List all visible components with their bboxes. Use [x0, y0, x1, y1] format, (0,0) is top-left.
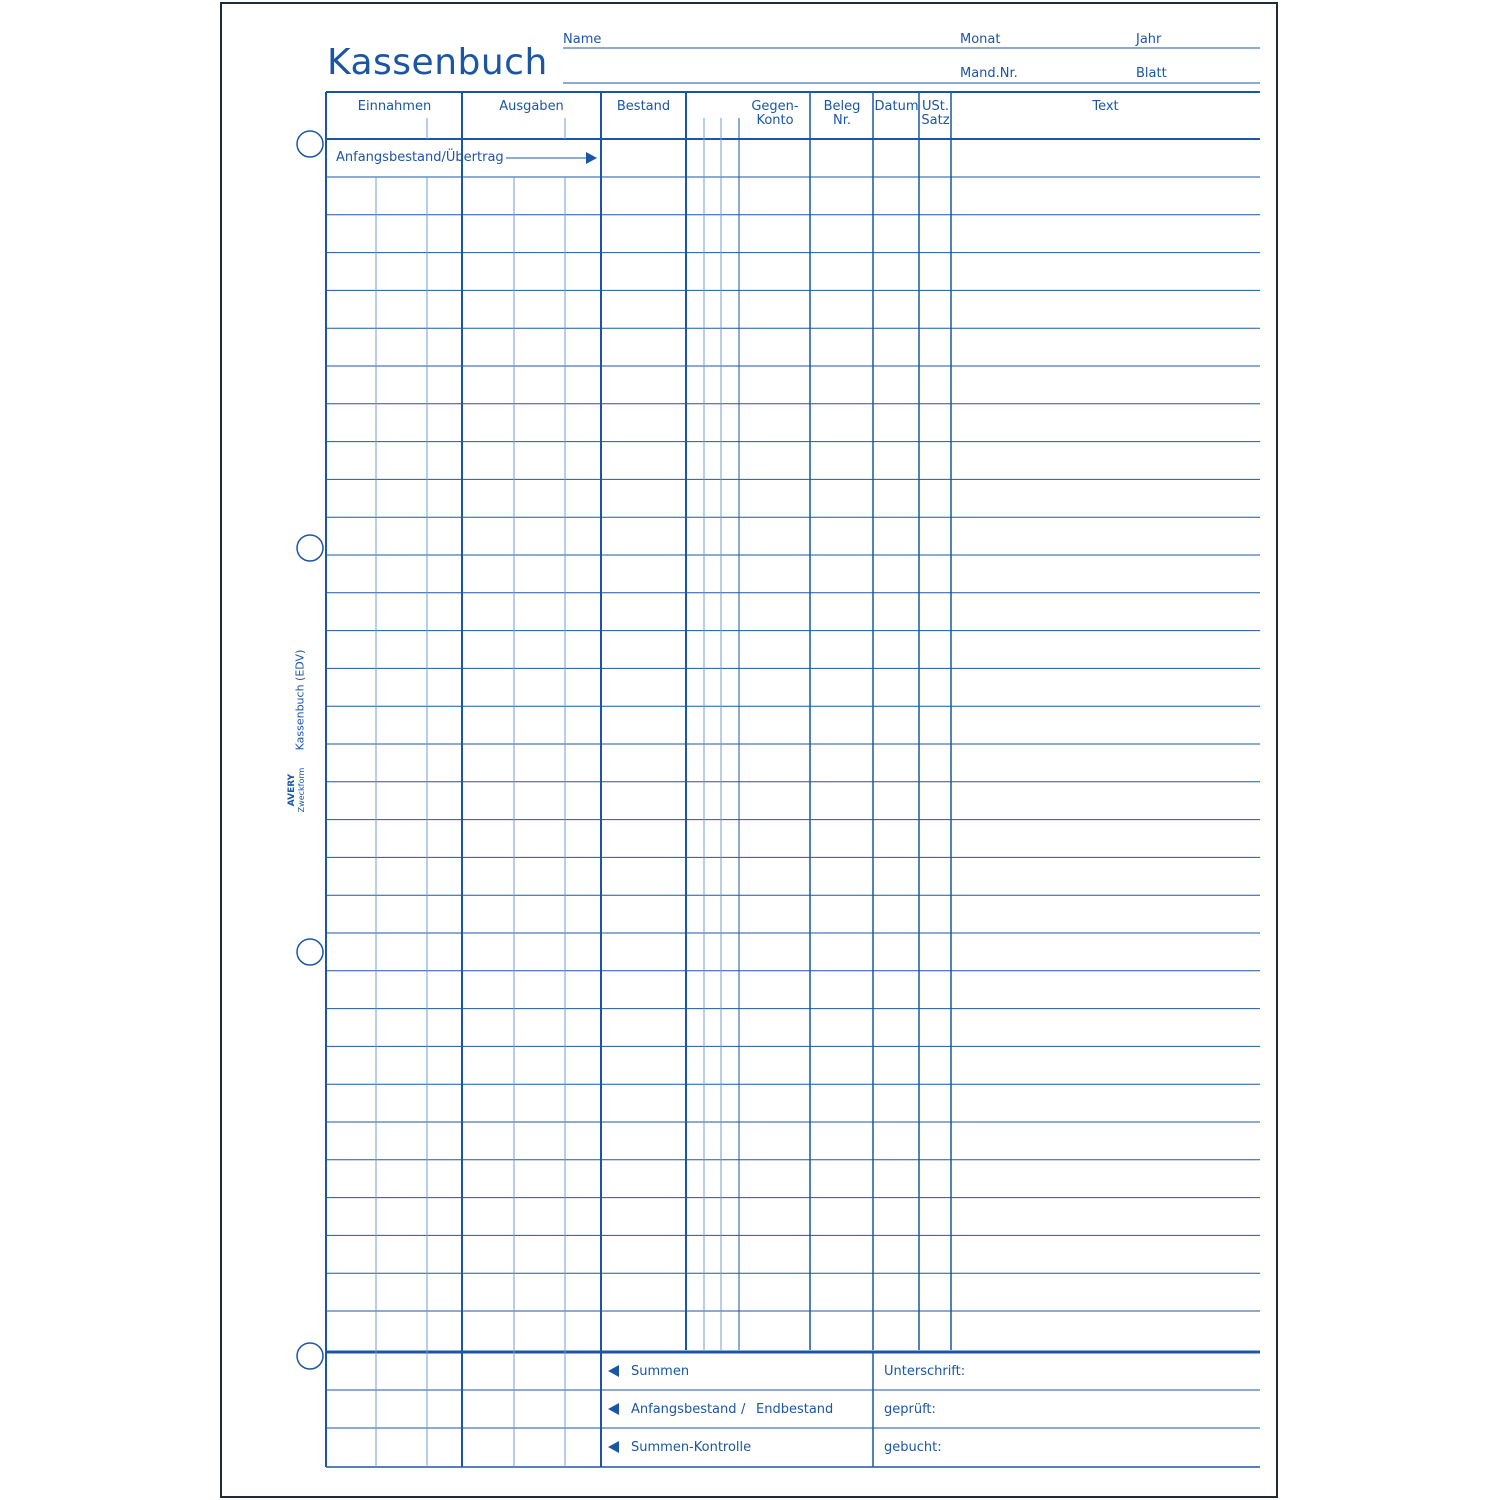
closing-balance-label: Endbestand [756, 1402, 834, 1417]
column-header-text: Text [1092, 99, 1119, 114]
client-number-label: Mand.Nr. [960, 66, 1018, 81]
check-arrow-icon [608, 1441, 619, 1453]
carry-over-arrow-head [586, 152, 597, 164]
column-header-ust-line2: Satz [921, 113, 950, 128]
column-header-datum: Datum [874, 99, 919, 114]
brand-subname: Zweckform [297, 767, 306, 813]
punch-hole-icon [297, 535, 323, 561]
punch-hole-icon [297, 1343, 323, 1369]
balance-separator: / [741, 1402, 746, 1417]
punch-hole-icon [297, 939, 323, 965]
column-header-bestand: Bestand [616, 99, 671, 114]
totals-arrow-icon [608, 1365, 619, 1377]
month-field-label: Monat [960, 32, 1001, 47]
column-header-beleg-line2: Nr. [832, 113, 851, 128]
punch-hole-icon [297, 131, 323, 157]
year-field-label: Jahr [1136, 32, 1162, 47]
booked-label: gebucht: [884, 1440, 942, 1455]
opening-balance-label: Anfangsbestand [631, 1402, 737, 1417]
brand-logo [288, 768, 306, 813]
signature-label: Unterschrift: [884, 1364, 966, 1379]
column-header-gegenkonto-line2: Konto [756, 113, 794, 128]
name-field-label: Name [563, 32, 602, 47]
totals-label: Summen [631, 1364, 690, 1379]
checked-label: geprüft: [884, 1402, 936, 1417]
column-header-ust-line1: USt. [922, 99, 949, 114]
balance-arrow-icon [608, 1403, 619, 1415]
brand-name: AVERY [287, 773, 297, 807]
column-header-ausgaben: Ausgaben [499, 99, 564, 114]
sheet-number-label: Blatt [1136, 66, 1167, 81]
form-title: Kassenbuch [327, 42, 548, 83]
column-header-gegenkonto-line1: Gegen- [751, 99, 799, 114]
totals-check-label: Summen-Kontrolle [631, 1440, 752, 1455]
column-header-beleg-line1: Beleg [823, 99, 861, 114]
carry-over-label: Anfangsbestand/Übertrag [336, 150, 504, 165]
side-form-label: Kassenbuch (EDV) [293, 649, 307, 751]
column-header-einnahmen: Einnahmen [357, 99, 432, 114]
